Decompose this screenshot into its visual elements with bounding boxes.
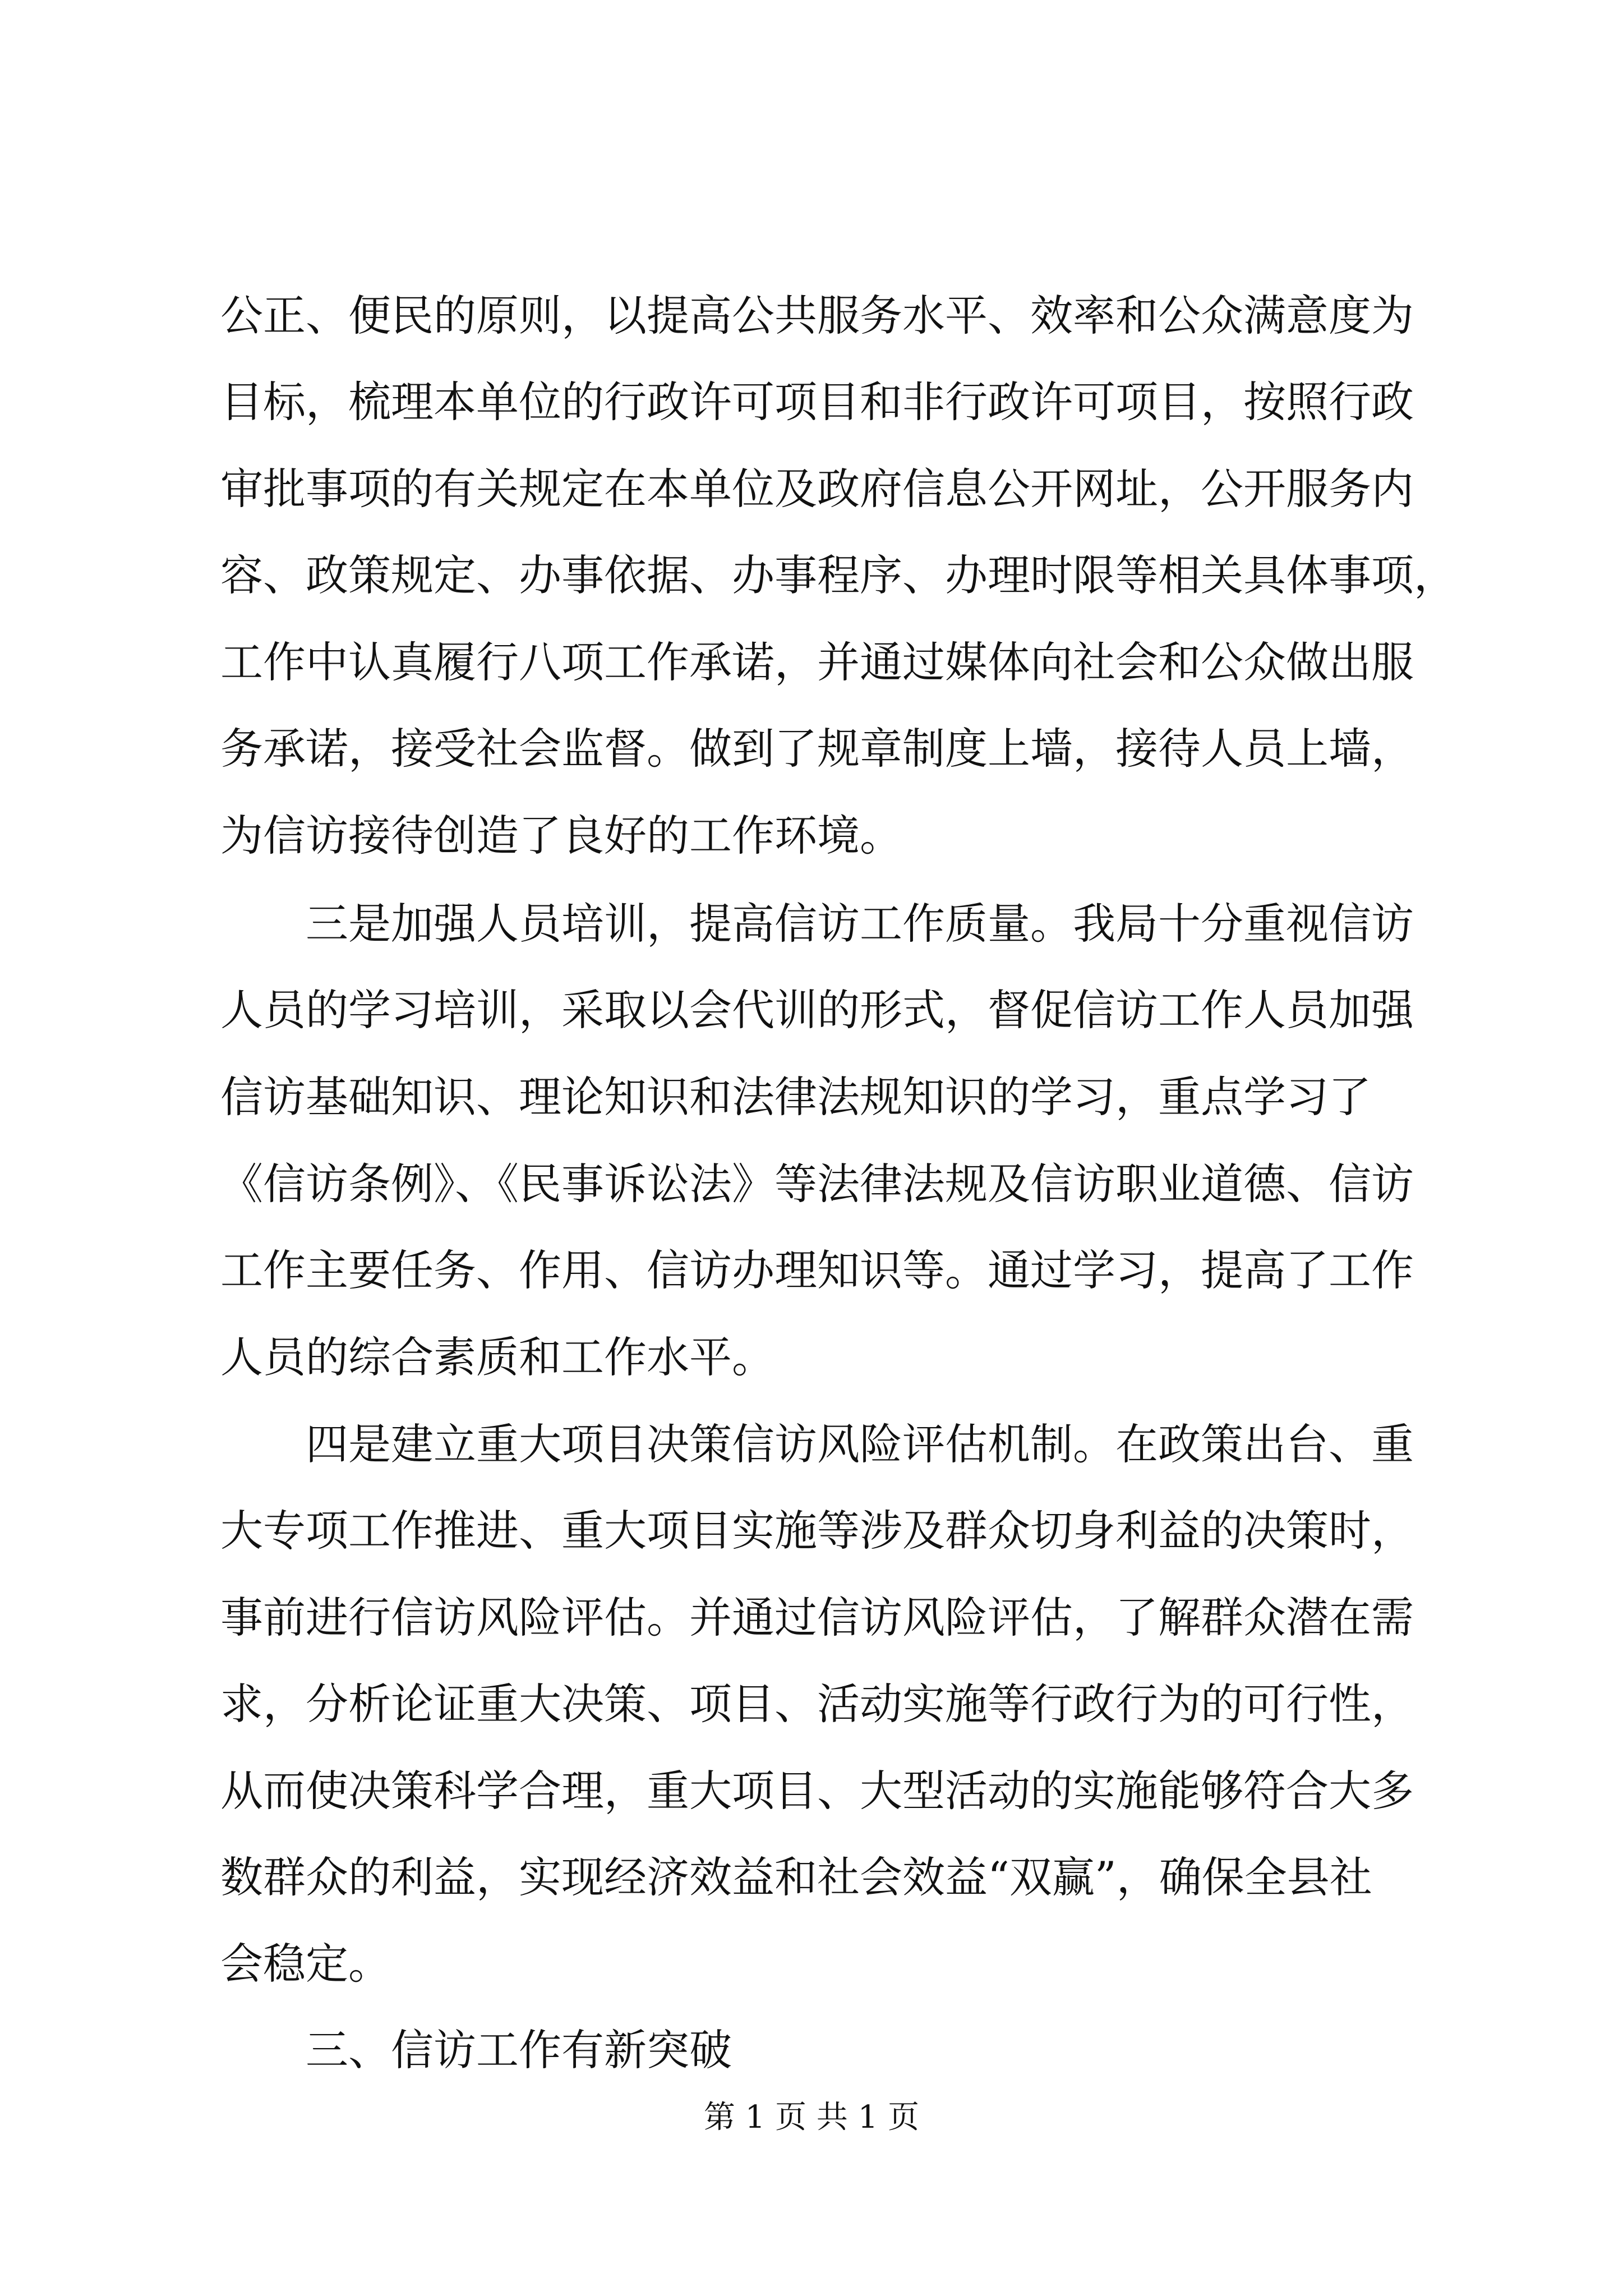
body-line: 三是加强人员培训，提高信访工作质量。我局十分重视信访 <box>306 899 1414 949</box>
body-line: 工作中认真履行八项工作承诺，并通过媒体向社会和公众做出服 <box>220 637 1414 687</box>
body-line: 目标，梳理本单位的行政许可项目和非行政许可项目，按照行政 <box>220 377 1414 427</box>
body-line: 工作主要任务、作用、信访办理知识等。通过学习，提高了工作 <box>220 1245 1414 1295</box>
body-line: 事前进行信访风险评估。并通过信访风险评估，了解群众潜在需 <box>220 1593 1414 1642</box>
body-line: 信访基础知识、理论知识和法律法规知识的学习，重点学习了 <box>220 1072 1371 1122</box>
body-line: 审批事项的有关规定在本单位及政府信息公开网址，公开服务内 <box>220 464 1414 514</box>
body-line: 数群众的利益，实现经济效益和社会效益“双赢”，确保全县社 <box>220 1852 1372 1902</box>
body-line: 《信访条例》、《民事诉讼法》等法律法规及信访职业道德、信访 <box>220 1159 1414 1209</box>
body-line: 从而使决策科学合理，重大项目、大型活动的实施能够符合大多 <box>220 1766 1414 1816</box>
body-line: 务承诺，接受社会监督。做到了规章制度上墙，接待人员上墙， <box>220 724 1414 774</box>
body-line: 四是建立重大项目决策信访风险评估机制。在政策出台、重 <box>306 1419 1414 1469</box>
section-heading: 三、信访工作有新突破 <box>306 2025 732 2075</box>
body-line: 公正、便民的原则，以提高公共服务水平、效率和公众满意度为 <box>220 291 1414 341</box>
body-line: 人员的综合素质和工作水平。 <box>220 1332 774 1382</box>
body-line: 会稳定。 <box>220 1939 391 1989</box>
body-line: 大专项工作推进、重大项目实施等涉及群众切身利益的决策时， <box>220 1506 1414 1556</box>
body-line: 容、政策规定、办事依据、办事程序、办理时限等相关具体事项， <box>220 550 1456 600</box>
body-line: 人员的学习培训，采取以会代训的形式，督促信访工作人员加强 <box>220 985 1414 1035</box>
page-footer: 第 1 页 共 1 页 <box>703 2099 920 2136</box>
body-line: 求，分析论证重大决策、项目、活动实施等行政行为的可行性， <box>220 1679 1414 1729</box>
body-line: 为信访接待创造了良好的工作环境。 <box>220 811 902 861</box>
